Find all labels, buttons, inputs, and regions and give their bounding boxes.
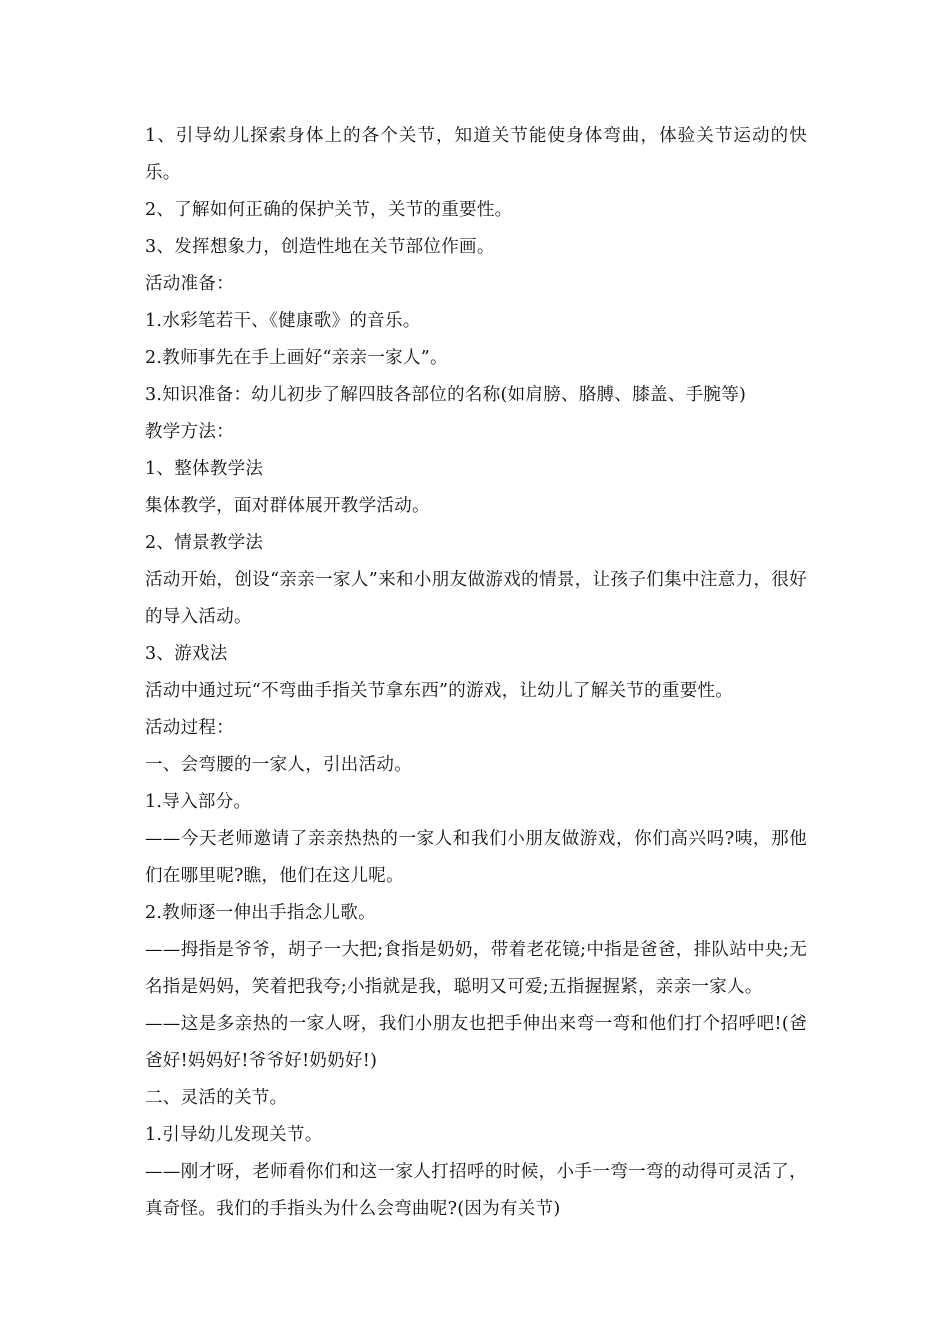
paragraph-intro-dialogue: ——今天老师邀请了亲亲热热的一家人和我们小朋友做游戏，你们高兴吗?咦，那他们在哪里呢?瞧，他们在这儿呢。 xyxy=(145,829,807,886)
paragraph-method-3-desc: 活动中通过玩“不弯曲手指关节拿东西”的游戏，让幼儿了解关节的重要性。 xyxy=(145,681,734,701)
heading-methods: 教学方法： xyxy=(145,422,234,442)
paragraph-method-1: 1、整体教学法 xyxy=(145,459,264,479)
paragraph-discover: 1.引导幼儿发现关节。 xyxy=(145,1125,323,1145)
paragraph-section-1: 一、会弯腰的一家人，引出活动。 xyxy=(145,755,412,775)
paragraph-method-1-desc: 集体教学，面对群体展开教学活动。 xyxy=(145,496,430,516)
paragraph-prep-3: 3.知识准备：幼儿初步了解四肢各部位的名称(如肩膀、胳膊、膝盖、手腕等) xyxy=(145,385,747,405)
paragraph-prep-1: 1.水彩笔若干、《健康歌》的音乐。 xyxy=(145,311,421,331)
paragraph-goal-3: 3、发挥想象力，创造性地在关节部位作画。 xyxy=(145,237,495,257)
paragraph-goal-2: 2、了解如何正确的保护关节，关节的重要性。 xyxy=(145,200,513,220)
heading-process: 活动过程： xyxy=(145,718,234,738)
paragraph-goal-1: 1、引导幼儿探索身体上的各个关节，知道关节能使身体弯曲，体验关节运动的快乐。 xyxy=(145,126,807,183)
heading-preparation: 活动准备： xyxy=(145,274,234,294)
paragraph-greeting: ——这是多亲热的一家人呀，我们小朋友也把手伸出来弯一弯和他们打个招呼吧!(爸爸好!妈妈好!爷爷好!奶奶好!) xyxy=(145,1014,807,1071)
paragraph-intro: 1.导入部分。 xyxy=(145,792,252,812)
paragraph-rhyme-step: 2.教师逐一伸出手指念儿歌。 xyxy=(145,903,376,923)
paragraph-method-2: 2、情景教学法 xyxy=(145,533,264,553)
paragraph-method-3: 3、游戏法 xyxy=(145,644,228,664)
document-body xyxy=(145,118,807,1228)
paragraph-rhyme: ——拇指是爷爷，胡子一大把;食指是奶奶，带着老花镜;中指是爸爸，排队站中央;无名指是妈妈，笑着把我夸;小指就是我，聪明又可爱;五指握握紧，亲亲一家人。 xyxy=(145,940,807,997)
paragraph-discover-dialogue: ——刚才呀，老师看你们和这一家人打招呼的时候，小手一弯一弯的动得可灵活了，真奇怪。我们的手指头为什么会弯曲呢?(因为有关节) xyxy=(145,1162,807,1219)
paragraph-section-2: 二、灵活的关节。 xyxy=(145,1088,288,1108)
paragraph-prep-2: 2.教师事先在手上画好“亲亲一家人”。 xyxy=(145,348,448,368)
paragraph-method-2-desc: 活动开始，创设“亲亲一家人”来和小朋友做游戏的情景，让孩子们集中注意力，很好的导入活动。 xyxy=(145,570,807,627)
